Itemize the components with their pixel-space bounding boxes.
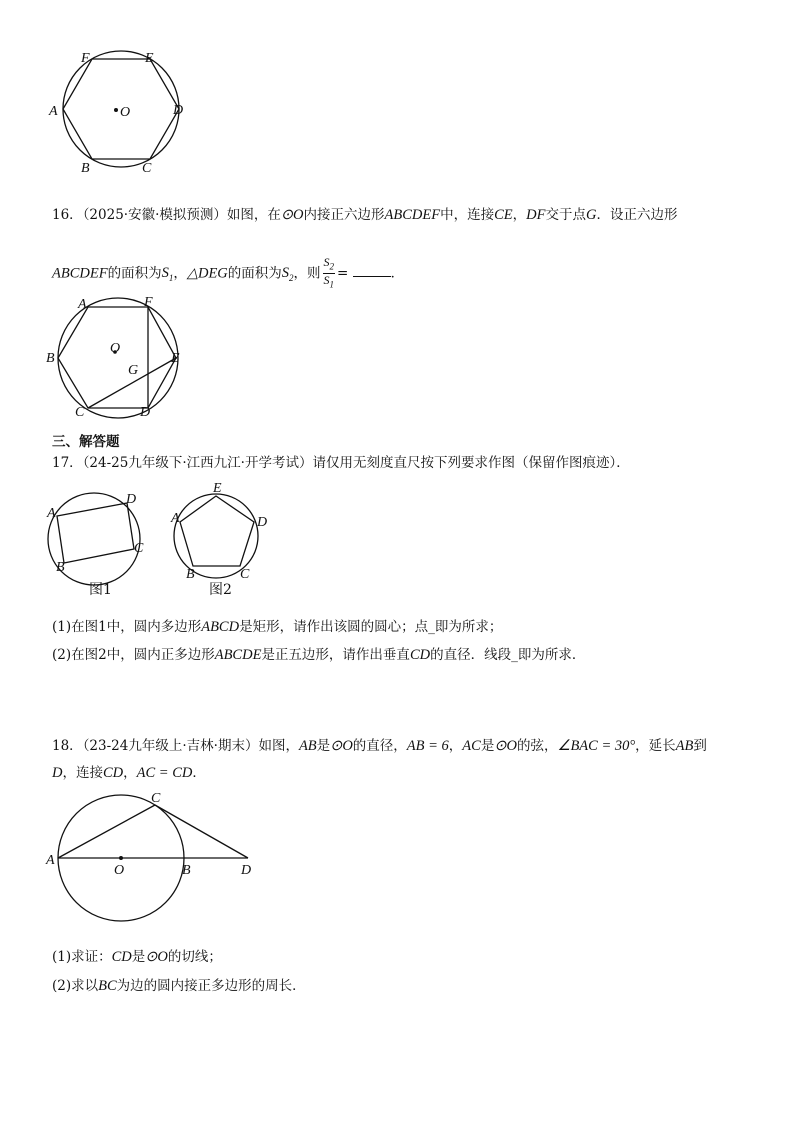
q17-text: (2)在图2中，圆内正多边形	[52, 647, 215, 663]
segment-ce: CE	[494, 207, 513, 223]
q17-number: 17．	[52, 455, 83, 471]
caption-fig2: 图2	[209, 582, 232, 598]
q16-text: 如图，在	[226, 207, 281, 223]
label-g: G	[128, 363, 139, 378]
label-f: F	[144, 295, 153, 310]
segment-cd: CD	[111, 949, 132, 965]
q18-source: （23-24九年级上·吉林·期末）	[82, 738, 259, 754]
q18-text: 是	[480, 738, 495, 754]
q16-number: 16．	[52, 207, 83, 223]
circle-o-symbol: ⊙O	[494, 738, 517, 754]
triangle-deg: △DEG	[186, 265, 228, 282]
q18-part2	[52, 976, 306, 996]
q18-text: ，	[123, 765, 137, 781]
hexagon	[58, 307, 176, 408]
q16-text: ，	[173, 265, 187, 282]
label-a: A	[49, 104, 58, 119]
hexagon-name: ABCDEF	[384, 207, 441, 223]
q18-text: ，延长	[635, 738, 676, 754]
segment-ab: AB	[675, 738, 694, 754]
q18-text: 到	[693, 738, 707, 754]
label-o: O	[114, 863, 125, 878]
q18-text: 的切线；	[167, 949, 222, 965]
label-a: A	[46, 853, 55, 868]
shape-abcde: ABCDE	[214, 647, 262, 663]
hexagon-name: ABCDEF	[52, 265, 108, 282]
hexagon-figure-top	[40, 40, 200, 180]
q17-source: （24-25九年级下·江西九江·开学考试）	[82, 455, 313, 471]
label-c: C	[151, 791, 161, 806]
label-b: B	[182, 863, 191, 878]
q16-line1	[52, 205, 677, 225]
label-b: B	[56, 560, 65, 575]
q16-text: 内接正六边形	[303, 207, 385, 223]
q16-text: ，	[512, 207, 527, 223]
segment-ac: AC	[462, 738, 481, 754]
point-g: G	[585, 207, 597, 223]
label-c: C	[142, 161, 152, 176]
caption-fig1: 图1	[89, 582, 112, 598]
q16-text: 的面积为	[107, 265, 162, 282]
label-e: E	[171, 351, 180, 366]
q18-figure	[40, 788, 270, 933]
q17-figure2	[168, 478, 278, 604]
shape-abcd: ABCD	[201, 619, 240, 635]
segment-ac	[58, 805, 155, 858]
label-c: C	[75, 405, 85, 420]
q16-text: 交于点	[545, 207, 586, 223]
label-d: D	[173, 103, 184, 118]
section-heading: 三、解答题	[52, 434, 120, 450]
circle	[58, 298, 178, 418]
segment-cd: CD	[409, 647, 431, 663]
q17-text: 的直径．线段_即为所求．	[430, 647, 586, 663]
q17-text: (1)在图1中，圆内多边形	[52, 619, 202, 635]
rectangle-abcd	[57, 503, 134, 563]
pentagon-abcde	[180, 496, 254, 566]
q18-text: 的直径，	[352, 738, 407, 754]
q17-figure1	[44, 484, 154, 604]
segment-cd: CD	[102, 765, 124, 781]
segment-cd	[155, 805, 248, 858]
label-a: A	[78, 297, 87, 312]
label-d: D	[257, 515, 268, 530]
q16-source: （2025·安徽·模拟预测）	[82, 207, 227, 223]
label-d: D	[126, 492, 137, 507]
fraction-s2-over-s1: $\frac{S_2}{S_1}$	[323, 255, 335, 290]
q16-text: 中，连接	[440, 207, 495, 223]
label-c: C	[240, 567, 250, 582]
label-a: A	[47, 506, 56, 521]
q18-text: 如图，	[258, 738, 299, 754]
label-f: F	[81, 51, 90, 66]
ac-equals-cd: AC = CD	[136, 765, 193, 781]
ab-equals-6: AB = 6	[406, 738, 449, 754]
q18-line2	[52, 763, 206, 783]
q16-text: 的面积为	[227, 265, 282, 282]
segment-bc: BC	[98, 978, 117, 994]
q16-text: ．	[390, 265, 405, 282]
q18-text: (1)求证：	[52, 949, 112, 965]
segment-ab: AB	[298, 738, 317, 754]
q16-text: ，则	[293, 265, 321, 282]
q17-part2	[52, 645, 585, 665]
q17-part1	[52, 617, 502, 637]
q18-text: 为边的圆内接正多边形的周长．	[116, 978, 306, 994]
q17-text: 是矩形，请作出该圆的圆心；点_即为所求；	[239, 619, 503, 635]
q18-text: 是	[131, 949, 146, 965]
circle-o-symbol: ⊙O	[145, 949, 168, 965]
label-b: B	[186, 567, 195, 582]
q18-text: 的弦，	[516, 738, 558, 754]
s2: $S_2$	[281, 265, 294, 284]
q17-text: 是正五边形，请作出垂直	[261, 647, 410, 663]
q18-text: (2)求以	[52, 978, 99, 994]
circle-o-symbol: ⊙O	[280, 207, 304, 223]
q18-text: ，	[448, 738, 463, 754]
label-d: D	[140, 405, 151, 420]
segment-df: DF	[526, 207, 546, 223]
s1: $S_1$	[161, 265, 174, 284]
label-o: O	[120, 105, 131, 120]
label-e: E	[213, 481, 222, 496]
q18-text: 是	[316, 738, 331, 754]
q17-text: 请仅用无刻度直尺按下列要求作图（保留作图痕迹）．	[312, 455, 630, 471]
q17-line1	[52, 453, 630, 473]
label-c: C	[134, 541, 144, 556]
q18-text: ，连接	[62, 765, 103, 781]
q16-figure	[40, 292, 200, 422]
q16-text: ．设正六边形	[596, 207, 678, 223]
q16-line2	[52, 256, 404, 292]
label-a: A	[171, 511, 180, 526]
center-dot	[114, 108, 118, 112]
answer-blank	[353, 264, 391, 277]
label-d: D	[241, 863, 252, 878]
center-dot	[119, 856, 123, 860]
label-b: B	[81, 161, 90, 176]
point-d: D	[52, 765, 63, 781]
circle-o-symbol: ⊙O	[330, 738, 353, 754]
q18-part1	[52, 947, 222, 967]
equals: =	[337, 265, 349, 282]
label-b: B	[46, 351, 55, 366]
q18-number: 18．	[52, 738, 83, 754]
label-e: E	[145, 51, 154, 66]
q18-text: ．	[192, 765, 206, 781]
label-o: O	[110, 341, 121, 356]
angle-bac: ∠BAC = 30°	[557, 738, 636, 754]
q18-line1	[52, 736, 707, 756]
